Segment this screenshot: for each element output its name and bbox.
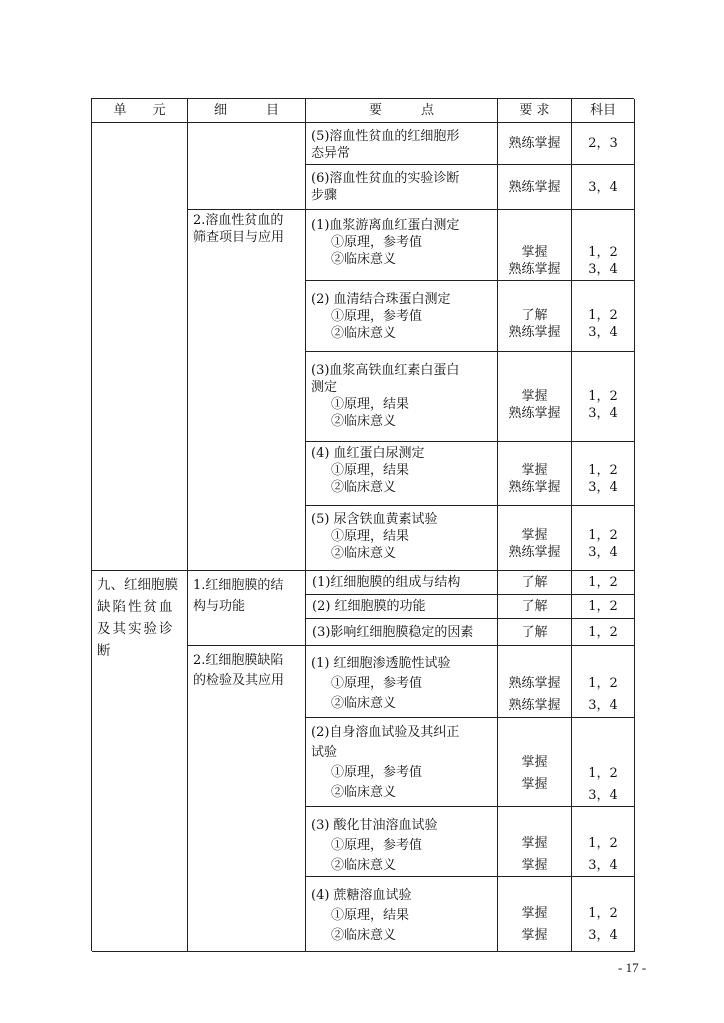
subj-text: 3，4 (588, 179, 618, 195)
req-cell (498, 807, 572, 877)
detail-line: 的检验及其应用 (193, 673, 285, 688)
point-line: 步骤 (311, 188, 338, 203)
detail-line: 筛查项目与应用 (193, 230, 285, 245)
point-line: (2)自身溶血试验及其纠正 (311, 725, 460, 740)
point-line: ②临床意义 (331, 546, 397, 561)
subj-cell (572, 442, 635, 506)
point-line: ②临床意义 (331, 858, 397, 873)
detail-cell (188, 571, 306, 646)
req-text: 掌握 (521, 755, 548, 770)
subj-cell (572, 807, 635, 877)
req-cell (498, 210, 572, 281)
detail-line: 构与功能 (193, 599, 246, 614)
point-line: (1)血浆游离血红蛋白测定 (311, 218, 460, 233)
req-text: 掌握 (521, 245, 548, 260)
req-cell (498, 352, 572, 442)
header-subj-label: 科目 (589, 103, 616, 118)
req-cell (498, 646, 572, 718)
req-text: 掌握 (521, 389, 548, 404)
point-line: ①原理，结果 (331, 908, 410, 923)
subj-cell (572, 646, 635, 718)
point-line: ①原理，参考值 (331, 765, 423, 780)
subj-cell (572, 595, 635, 619)
point-line: (2) 血清结合珠蛋白测定 (311, 292, 451, 307)
req-text: 掌握 (521, 836, 548, 851)
subj-cell (572, 506, 635, 571)
point-line: (6)溶血性贫血的实验诊断 (311, 171, 460, 186)
subj-cell (572, 619, 635, 646)
subj-text: 3，4 (588, 698, 618, 713)
req-text: 掌握 (521, 777, 548, 792)
point-line: ②临床意义 (331, 252, 397, 267)
subj-text: 1，2 (588, 766, 618, 781)
subj-text: 1，2 (588, 599, 618, 614)
subj-cell (572, 571, 635, 595)
point-line: ②临床意义 (331, 928, 397, 943)
point-line: (3) 酸化甘油溶血试验 (311, 818, 438, 833)
syllabus-table (91, 98, 634, 951)
unit-line: 缺陷性贫血 (97, 599, 175, 615)
req-text: 熟练掌握 (508, 676, 561, 691)
req-cell (498, 123, 572, 165)
req-cell (498, 718, 572, 807)
point-line: ②临床意义 (331, 326, 397, 341)
req-text: 掌握 (521, 858, 548, 873)
point-cell (306, 595, 498, 619)
subj-cell (572, 352, 635, 442)
point-line: ①原理，参考值 (331, 309, 423, 324)
point-line: (4) 血红蛋白尿测定 (311, 446, 425, 461)
req-text: 了解 (521, 624, 548, 640)
subj-cell (572, 281, 635, 352)
header-unit-label: 单 元 (113, 103, 166, 118)
point-line: ①原理，结果 (331, 463, 410, 478)
req-text: 了解 (521, 575, 548, 590)
point-cell (306, 442, 498, 506)
req-cell (498, 165, 572, 210)
point-cell (306, 646, 498, 718)
header-req (498, 99, 572, 123)
detail-line: 1.红细胞膜的结 (193, 578, 284, 593)
subj-text: 3，4 (588, 928, 618, 943)
unit-line: 及其实验诊 (97, 621, 175, 637)
req-text: 了解 (521, 308, 548, 323)
subj-text: 1，2 (588, 463, 618, 478)
point-line: ①原理，结果 (331, 529, 410, 544)
point-cell (306, 210, 498, 281)
req-text: 熟练掌握 (508, 698, 561, 713)
req-text: 熟练掌握 (508, 406, 561, 421)
req-cell (498, 442, 572, 506)
header-point-label: 要 点 (368, 103, 434, 118)
point-cell (306, 506, 498, 571)
subj-text: 1，2 (588, 836, 618, 851)
point-line: ②临床意义 (331, 414, 397, 429)
subj-cell (572, 210, 635, 281)
point-line: (3)血浆高铁血红素白蛋白 (311, 363, 460, 378)
subj-text: 1，2 (588, 575, 618, 590)
req-text: 熟练掌握 (508, 136, 561, 151)
subj-text: 3，4 (588, 545, 618, 560)
subj-text: 1，2 (588, 528, 618, 543)
subj-text: 3，4 (588, 406, 618, 421)
point-cell (306, 571, 498, 595)
point-line: 试验 (311, 745, 338, 760)
req-text: 熟练掌握 (508, 325, 561, 340)
detail-cell-prev (188, 123, 306, 210)
header-subj (572, 99, 635, 123)
page-number: - 17 - (618, 960, 647, 975)
subj-text: 3，4 (588, 858, 618, 873)
point-cell (306, 619, 498, 646)
point-line: ①原理，参考值 (331, 676, 423, 691)
point-cell (306, 123, 498, 165)
req-text: 掌握 (521, 463, 548, 478)
point-line: ②临床意义 (331, 785, 397, 800)
detail-line: 2.溶血性贫血的 (193, 213, 284, 228)
req-cell (498, 281, 572, 352)
req-text: 熟练掌握 (508, 480, 561, 495)
req-cell (498, 571, 572, 595)
subj-text: 3，4 (588, 325, 618, 340)
subj-text: 1，2 (588, 676, 618, 691)
req-cell (498, 506, 572, 571)
unit-line: 断 (97, 643, 111, 659)
subj-cell (572, 877, 635, 952)
point-cell (306, 807, 498, 877)
point-cell (306, 281, 498, 352)
unit-cell-9 (92, 571, 188, 952)
subj-cell (572, 718, 635, 807)
req-text: 了解 (521, 599, 548, 614)
point-line: (1) 红细胞渗透脆性试验 (311, 656, 451, 671)
detail-cell (188, 646, 306, 952)
req-cell (498, 877, 572, 952)
point-line: ①原理，参考值 (331, 235, 423, 250)
point-line: (5)溶血性贫血的红细胞形 (311, 129, 460, 144)
subj-text: 2，3 (588, 136, 618, 151)
point-cell (306, 165, 498, 210)
header-detail (188, 99, 306, 123)
subj-text: 1，2 (588, 906, 618, 921)
point-line: 测定 (311, 380, 338, 395)
subj-text: 1，2 (588, 389, 618, 404)
point-line: 态异常 (311, 146, 351, 161)
point-cell (306, 718, 498, 807)
point-line: ②临床意义 (331, 480, 397, 495)
point-cell (306, 352, 498, 442)
req-text: 掌握 (521, 528, 548, 543)
req-text: 掌握 (521, 906, 548, 921)
detail-line: 2.红细胞膜缺陷 (193, 653, 284, 668)
subj-text: 1，2 (588, 624, 618, 640)
req-cell (498, 595, 572, 619)
header-unit (92, 99, 188, 123)
req-cell (498, 619, 572, 646)
point-line: (3)影响红细胞膜稳定的因素 (312, 625, 474, 640)
point-line: (4) 蔗糖溶血试验 (311, 888, 412, 903)
point-line: (5) 尿含铁血黄素试验 (311, 512, 438, 527)
subj-cell (572, 123, 635, 165)
req-text: 熟练掌握 (508, 545, 561, 560)
req-text: 熟练掌握 (508, 179, 561, 195)
unit-line: 九、红细胞膜 (97, 577, 178, 593)
point-line: ①原理，结果 (331, 397, 410, 412)
subj-text: 3，4 (588, 480, 618, 495)
subj-text: 1，2 (588, 245, 618, 260)
subj-text: 3，4 (588, 788, 618, 803)
header-req-label: 要 求 (519, 103, 550, 118)
header-detail-label: 细 目 (213, 103, 279, 118)
point-cell (306, 877, 498, 952)
req-text: 掌握 (521, 928, 548, 943)
detail-cell (188, 210, 306, 571)
req-text: 熟练掌握 (508, 262, 561, 277)
subj-cell (572, 165, 635, 210)
subj-text: 3，4 (588, 262, 618, 277)
header-point (306, 99, 498, 123)
point-line: ①原理，参考值 (331, 838, 423, 853)
point-line: ②临床意义 (331, 696, 397, 711)
point-line: (2) 红细胞膜的功能 (312, 599, 426, 614)
unit-cell-prev (92, 123, 188, 571)
subj-text: 1，2 (588, 308, 618, 323)
point-line: (1)红细胞膜的组成与结构 (312, 575, 461, 590)
